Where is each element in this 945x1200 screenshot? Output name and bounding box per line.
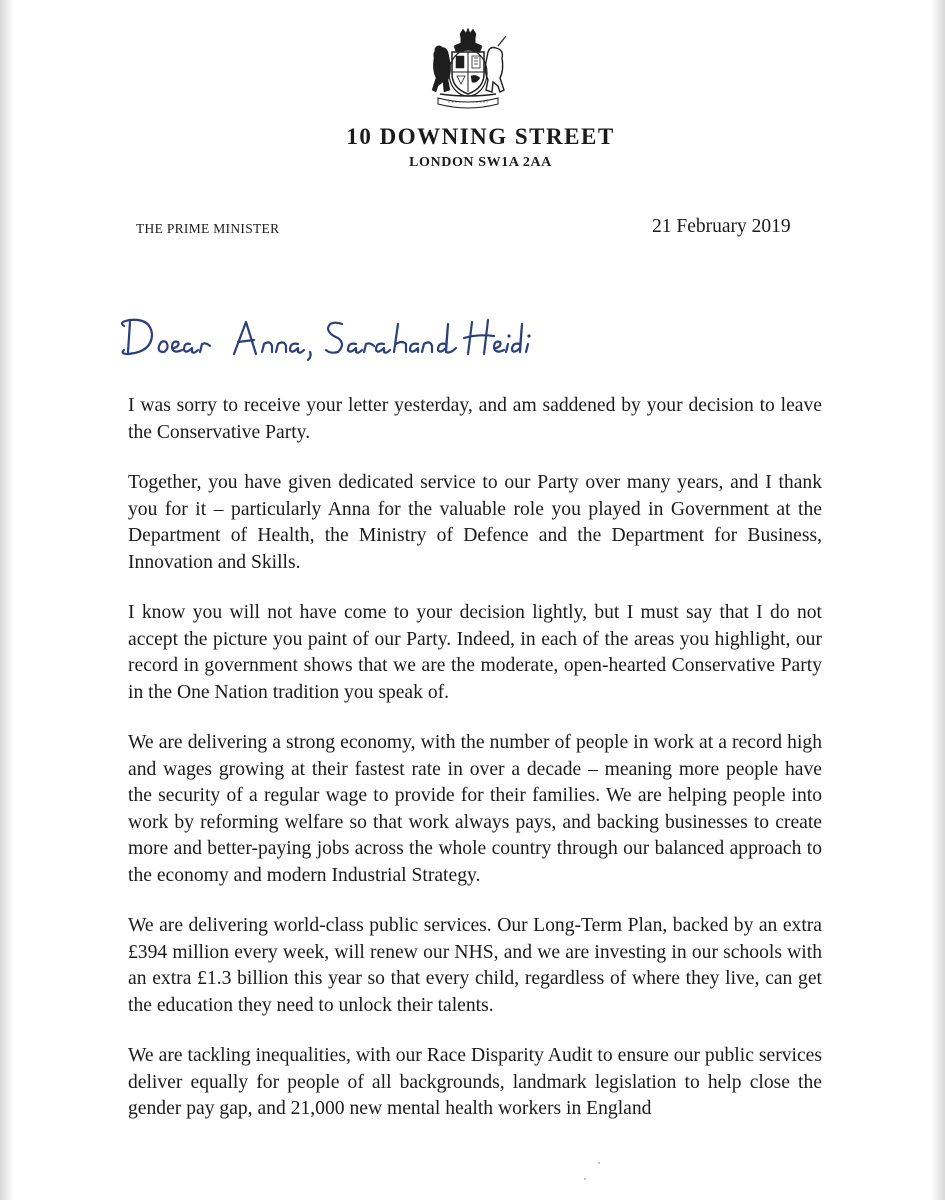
address-city-postcode: LONDON SW1A 2AA [409, 155, 552, 170]
sender-office: THE PRIME MINISTER [136, 221, 280, 236]
paragraph-6: We are tackling inequalities, with our Race Disparity Audit to ensure our public services deliver equally for people of all backgrounds, landmark legislation to help close the gender pay gap, and 21,000 new mental health workers in England [128, 1045, 822, 1119]
handwritten-salutation [116, 312, 536, 368]
paragraph-4: We are delivering a strong economy, with the number of people in work at a record high and wages growing at their fastest rate in over a decade – meaning more people have the security of a regular wage to provide for their families. We are helping people into work by reforming welfare so that work always pays, and backing businesses to create more and better-paying jobs across the whole country through our balanced approach to the economy and modern Industrial Strategy. [128, 732, 822, 886]
royal-coat-of-arms-icon [428, 28, 508, 110]
scan-speck [584, 1178, 586, 1180]
paragraph-3: I know you will not have come to your decision lightly, but I must say that I do not accept the picture you paint of our Party. Indeed, in each of the areas you highlight, our record in government shows that we are the moderate, open-hearted Conservative Party in the One Nation tradition you speak of. [128, 602, 822, 703]
letter-date: 21 February 2019 [652, 216, 791, 237]
letter-body [128, 393, 822, 1147]
page-right-shadow [931, 0, 945, 1200]
scan-speck [598, 1162, 600, 1164]
paragraph-5: We are delivering world-class public services. Our Long-Term Plan, backed by an extra £394 million every week, will renew our NHS, and we are investing in our schools with an extra £1.3 billion this year so that every child, regardless of where they live, can get the education they need to unlock their talents. [128, 915, 822, 1016]
paragraph-1: I was sorry to receive your letter yesterday, and am saddened by your decision to leave the Conservative Party. [128, 395, 822, 443]
paragraph-2: Together, you have given dedicated service to our Party over many years, and I thank you for it – particularly Anna for the valuable role you played in Government at the Department of Health, the Ministry of Defence and the Department for Business, Innovation and Skills. [128, 472, 822, 573]
page-left-shadow [0, 0, 14, 1200]
address-street: 10 DOWNING STREET [346, 124, 615, 149]
